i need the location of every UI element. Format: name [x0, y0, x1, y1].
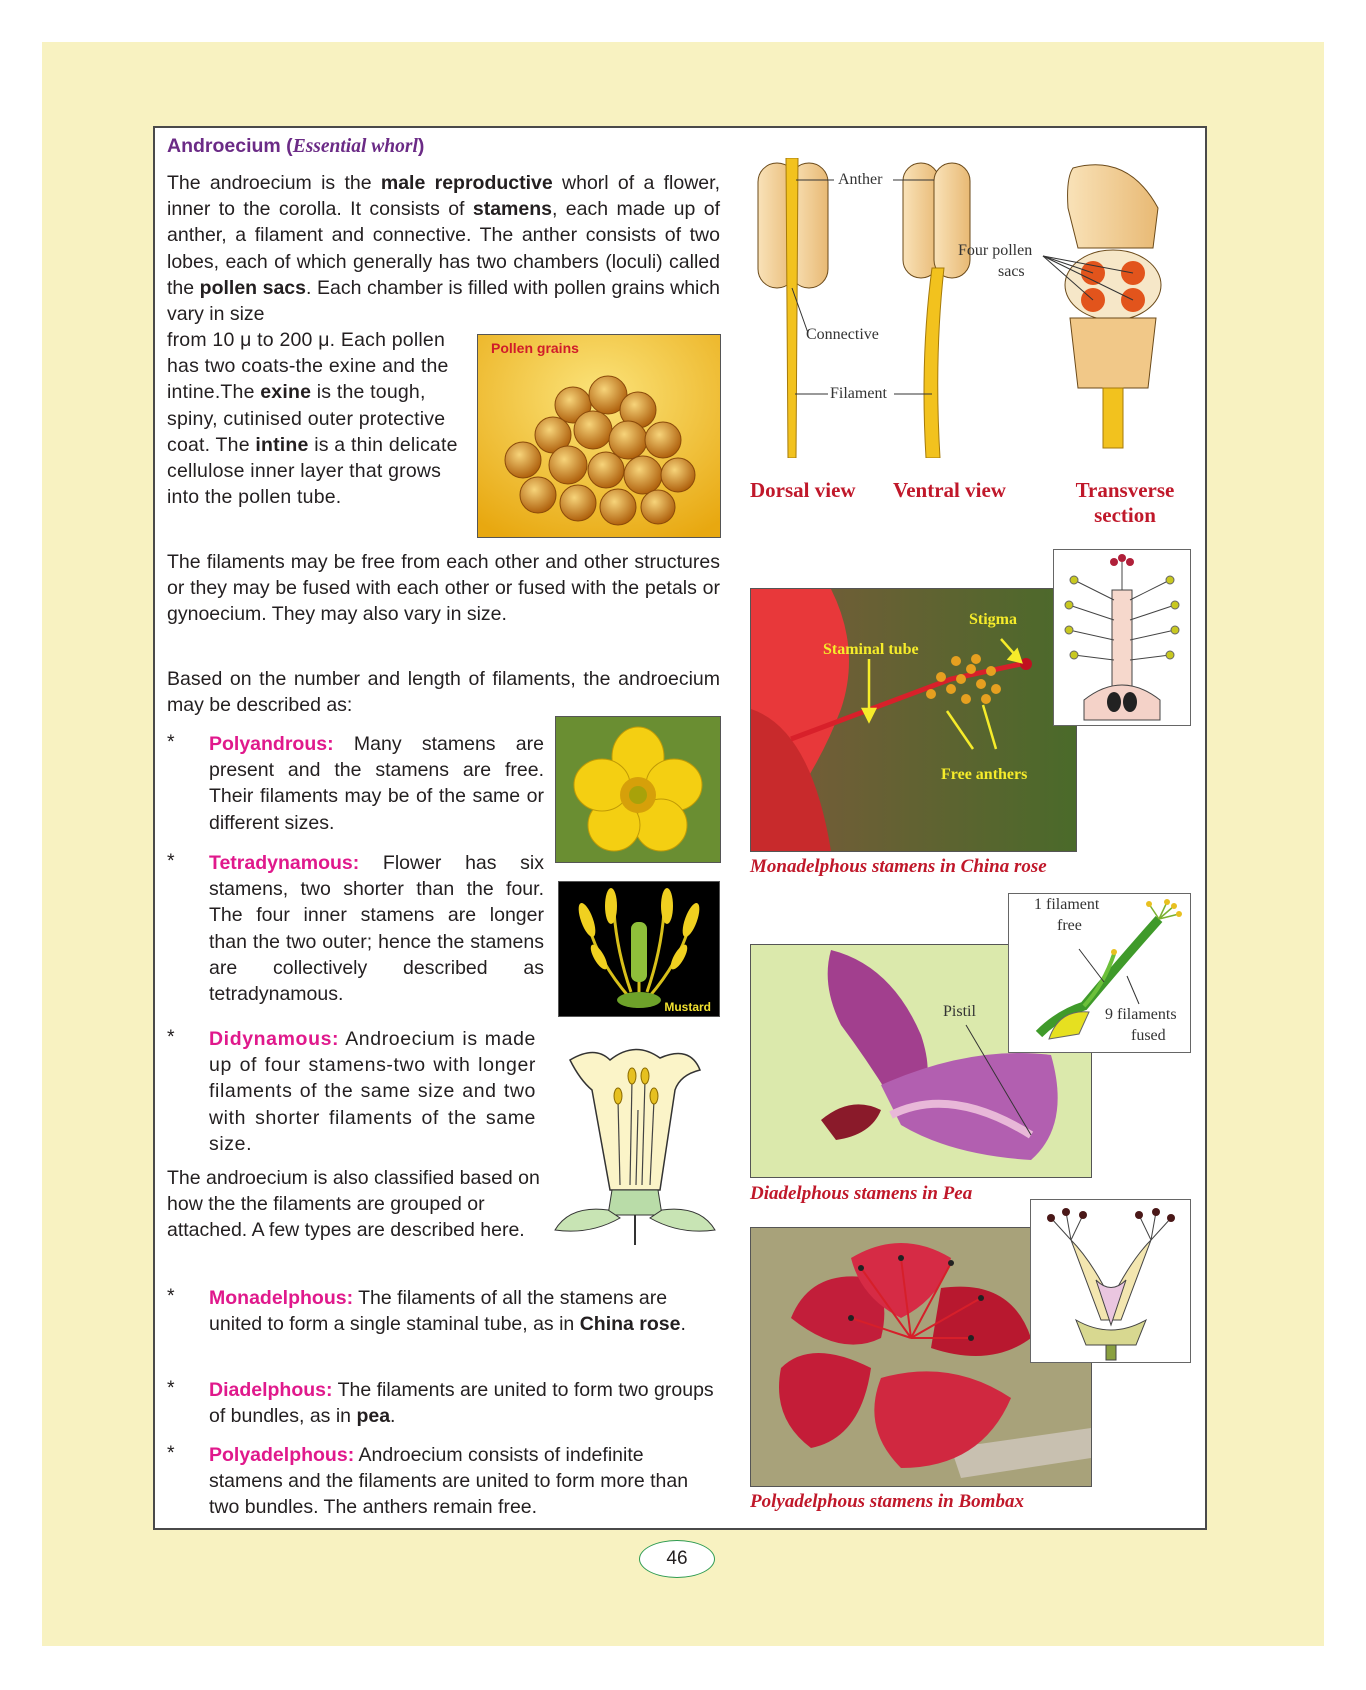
label-one-filament: 1 filament — [1034, 896, 1100, 913]
label-sacs: sacs — [998, 263, 1025, 280]
didynamous-flower-drawing — [550, 1040, 720, 1250]
paragraph-filaments: The filaments may be free from each other and other structures or they may be fused with each other or fused with the petals or gynoecium. They may also vary in size. — [167, 551, 720, 626]
diadelphous-diagram — [1008, 893, 1191, 1053]
bullet-polyandrous: * — [167, 731, 175, 753]
label-fused: fused — [1131, 1027, 1166, 1044]
bullet-polyadelphous: * — [167, 1442, 175, 1464]
heading-text: Androecium ( — [167, 135, 293, 157]
china-rose-illustration — [751, 589, 1076, 851]
china-rose-photo — [750, 588, 1077, 852]
page-number: 46 — [639, 1540, 715, 1578]
heading-close: ) — [417, 135, 425, 157]
label-four-pollen: Four pollen — [958, 242, 1033, 259]
label-connective: Connective — [806, 326, 879, 343]
label-stigma: Stigma — [969, 611, 1017, 628]
stamen-diagram — [748, 158, 1188, 458]
label-pistil: Pistil — [943, 1003, 976, 1020]
label-filament: Filament — [830, 385, 887, 402]
monadelphous-diagram — [1053, 549, 1191, 726]
bullet-diadelphous: * — [167, 1377, 175, 1399]
paragraph-based-on: Based on the number and length of filaments, the androecium may be described as: — [167, 668, 720, 717]
bullet-monadelphous: * — [167, 1285, 175, 1307]
buttercup-illustration — [556, 717, 720, 862]
label-free-anthers: Free anthers — [941, 766, 1028, 783]
caption-china-rose: Monadelphous stamens in China rose — [750, 856, 1047, 877]
item-didynamous: Didynamous: Androecium is made up of four stamens-two with longer filaments of the same size and two with shorter filaments of the same size. — [209, 1028, 536, 1155]
label-ventral-view: Ventral view — [893, 478, 1006, 502]
mustard-label: Mustard — [664, 1000, 711, 1014]
paragraph-classified: The androecium is also classified based on how the the filaments are grouped or attached. A few types are described here. — [167, 1167, 540, 1242]
label-free: free — [1057, 917, 1082, 934]
paragraph-pollen: from 10 μ to 200 μ. Each pollen has two coats-the exine and the intine.The exine is the tough, spiny, cutinised outer protective coat. The intine is a thin delicate cellulose inner layer that grows into the pollen tube. — [167, 329, 458, 509]
item-polyadelphous: Polyadelphous: Androecium consists of indefinite stamens and the filaments are united to form more than two bundles. The anthers remain free. — [209, 1444, 689, 1519]
section-heading — [167, 135, 424, 158]
staminal-tube-diagram — [1054, 550, 1190, 725]
mustard-stamens-illustration — [559, 882, 719, 1016]
label-staminal-tube: Staminal tube — [823, 641, 919, 658]
mustard-stamens-photo — [558, 881, 720, 1017]
pollen-grains-photo — [477, 334, 721, 538]
polyandrous-flower-photo — [555, 716, 721, 863]
pollen-grains-illustration — [478, 335, 720, 537]
stamen-views-illustration — [748, 158, 1188, 458]
polyadelphous-diagram — [1030, 1199, 1191, 1363]
label-transverse-section: Transverse section — [1075, 478, 1175, 527]
heading-italic: Essential whorl — [292, 136, 418, 157]
didynamous-illustration — [550, 1040, 720, 1250]
paragraph-intro: The androecium is the male reproductive whorl of a flower, inner to the corolla. It consists of stamens, each made up of anther, a filament and connective. The anther consists of two lobes, each of which generally has two chambers (loculi) called the pollen sacs. Each chamber is filled with pollen grains which vary in size — [167, 172, 720, 326]
label-anther: Anther — [838, 171, 883, 188]
caption-bombax: Polyadelphous stamens in Bombax — [750, 1491, 1024, 1512]
pollen-grains-label: Pollen grains — [491, 340, 579, 356]
item-monadelphous: Monadelphous: The filaments of all the stamens are united to form a single staminal tube, as in China rose. — [209, 1287, 686, 1336]
item-polyandrous: Polyandrous: Many stamens are present and the stamens are free. Their filaments may be of the same or different sizes. — [209, 733, 544, 834]
label-dorsal-view: Dorsal view — [750, 478, 856, 502]
bullet-didynamous: * — [167, 1026, 175, 1048]
label-nine-filaments: 9 filaments — [1105, 1006, 1177, 1023]
polyadelphous-bundle-illustration — [1031, 1200, 1190, 1362]
caption-pea: Diadelphous stamens in Pea — [750, 1183, 973, 1204]
bullet-tetradynamous: * — [167, 850, 175, 872]
item-diadelphous: Diadelphous: The filaments are united to form two groups of bundles, as in pea. — [209, 1379, 714, 1428]
item-tetradynamous: Tetradynamous: Flower has six stamens, two shorter than the four. The four inner stamens are longer than the two outer; hence the stamens are collectively described as tetradynamous. — [209, 852, 544, 1006]
